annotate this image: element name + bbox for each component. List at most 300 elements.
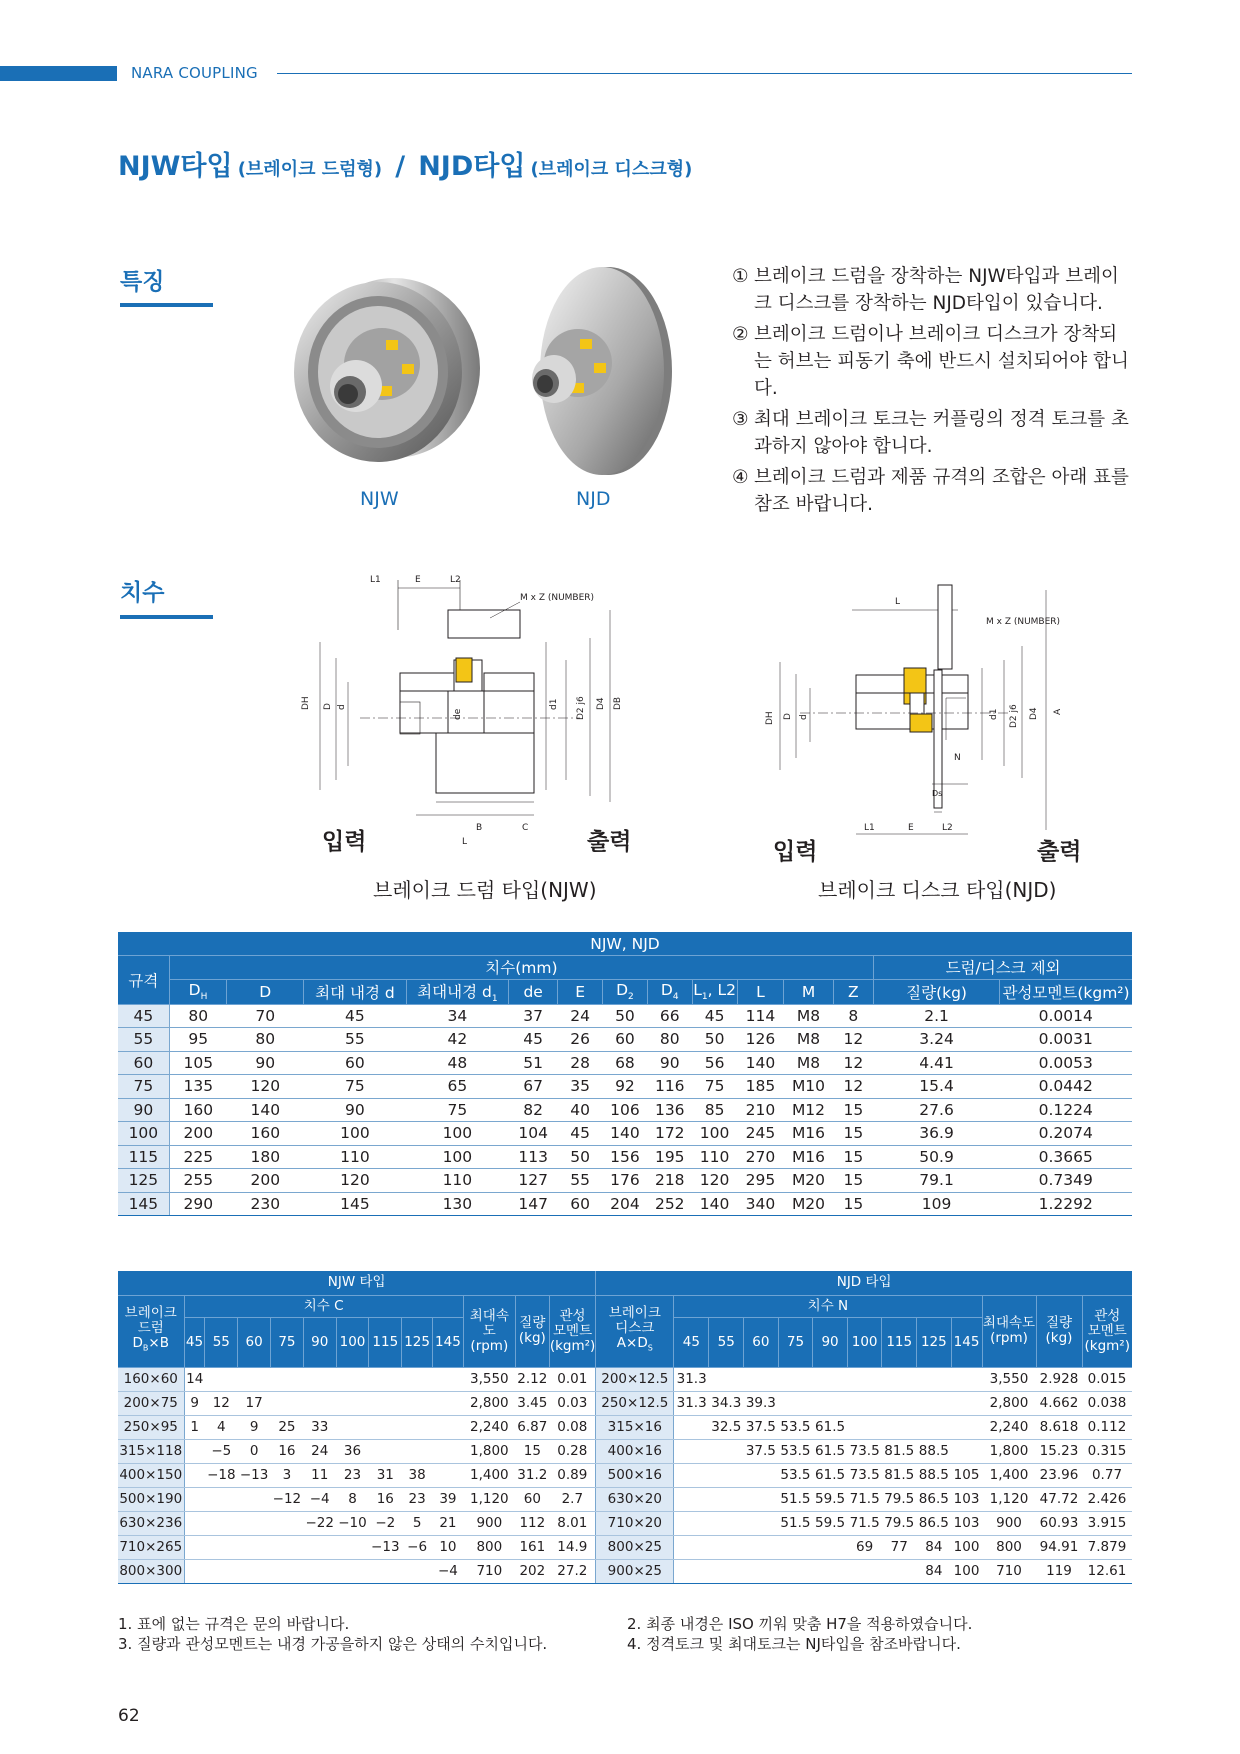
njd-size-header: 125 bbox=[917, 1317, 952, 1367]
dim-n-cell: 53.5 bbox=[778, 1415, 813, 1439]
table-row bbox=[118, 1511, 1132, 1535]
header-accent-bar bbox=[0, 66, 117, 81]
table-cell: 90 bbox=[227, 1051, 304, 1075]
table-row bbox=[118, 1098, 1132, 1122]
table-cell: 0.0031 bbox=[1000, 1028, 1132, 1052]
dim-n-cell bbox=[674, 1487, 709, 1511]
njd-label-a: A bbox=[1053, 708, 1063, 715]
mass-cell: 94.91 bbox=[1036, 1535, 1082, 1559]
mass-cell: 161 bbox=[515, 1535, 549, 1559]
table-cell: 100 bbox=[692, 1122, 737, 1146]
table-cell: 56 bbox=[692, 1051, 737, 1075]
dim-c-cell bbox=[184, 1559, 205, 1583]
njw-label-l1: L1 bbox=[370, 575, 381, 585]
dim-n-cell bbox=[709, 1511, 744, 1535]
dim-n-cell: 86.5 bbox=[917, 1511, 952, 1535]
dim-c-cell bbox=[271, 1391, 304, 1415]
dim-c-cell: 24 bbox=[303, 1439, 336, 1463]
table-cell: 145 bbox=[304, 1192, 406, 1216]
table-cell: 110 bbox=[304, 1145, 406, 1169]
dim-c-cell: 23 bbox=[336, 1463, 369, 1487]
dim-n-cell: 31.3 bbox=[674, 1367, 709, 1391]
dim-n-cell bbox=[951, 1367, 982, 1391]
dim-c-cell: 5 bbox=[402, 1511, 433, 1535]
table-row bbox=[118, 1192, 1132, 1216]
dim-n-cell: 88.5 bbox=[917, 1463, 952, 1487]
table-cell: 245 bbox=[737, 1122, 784, 1146]
table-cell: M10 bbox=[784, 1075, 833, 1099]
table-cell: 176 bbox=[603, 1169, 648, 1193]
speed-cell: 800 bbox=[982, 1535, 1036, 1559]
note-2: 2. 최종 내경은 ISO 끼워 맞춤 H7을 적용하였습니다. bbox=[627, 1615, 973, 1633]
njd-size-header: 90 bbox=[813, 1317, 848, 1367]
inertia-cell: 0.112 bbox=[1082, 1415, 1132, 1439]
inertia-label-1: 관성 bbox=[559, 1307, 586, 1324]
dim-c-cell bbox=[238, 1367, 271, 1391]
speed-cell: 2,800 bbox=[463, 1391, 515, 1415]
njw-size-header: 75 bbox=[271, 1317, 304, 1367]
feature-number: ① bbox=[732, 266, 749, 287]
table-cell: 80 bbox=[227, 1028, 304, 1052]
table-cell: 75 bbox=[692, 1075, 737, 1099]
dim-n-cell: 37.5 bbox=[744, 1415, 779, 1439]
table-cell: 210 bbox=[737, 1098, 784, 1122]
njd-inertia-header bbox=[1082, 1295, 1132, 1367]
speed-cell: 2,240 bbox=[982, 1415, 1036, 1439]
table-cell: 60 bbox=[558, 1192, 603, 1216]
dim-n-cell: 81.5 bbox=[882, 1439, 917, 1463]
table-row bbox=[118, 1075, 1132, 1099]
dim-c-cell: 38 bbox=[402, 1463, 433, 1487]
speed-cell: 2,800 bbox=[982, 1391, 1036, 1415]
speed-cell: 1,120 bbox=[463, 1487, 515, 1511]
speed-cell: 3,550 bbox=[982, 1367, 1036, 1391]
table1-col-header: Z bbox=[833, 979, 874, 1004]
table1-col-header: de bbox=[509, 979, 558, 1004]
dim-c-cell: 14 bbox=[184, 1367, 205, 1391]
dim-c-cell: −13 bbox=[238, 1463, 271, 1487]
table-cell: 110 bbox=[406, 1169, 508, 1193]
table-row bbox=[118, 1559, 1132, 1583]
drum-size-cell: 400×150 bbox=[118, 1463, 184, 1487]
inertia-cell: 27.2 bbox=[549, 1559, 595, 1583]
inertia-cell: 7.879 bbox=[1082, 1535, 1132, 1559]
table-cell: 4.41 bbox=[874, 1051, 1000, 1075]
table-cell: M20 bbox=[784, 1169, 833, 1193]
dim-n-cell bbox=[951, 1439, 982, 1463]
dim-n-cell: 61.5 bbox=[813, 1415, 848, 1439]
dim-c-cell: 23 bbox=[402, 1487, 433, 1511]
mass-label: 질량 bbox=[519, 1315, 546, 1331]
table-cell: 185 bbox=[737, 1075, 784, 1099]
feature-item bbox=[732, 406, 1132, 460]
dim-n-cell bbox=[674, 1463, 709, 1487]
table-cell: 120 bbox=[692, 1169, 737, 1193]
dim-n-cell: 37.5 bbox=[744, 1439, 779, 1463]
table-cell: 0.0014 bbox=[1000, 1004, 1132, 1028]
dim-c-cell: −22 bbox=[303, 1511, 336, 1535]
njw-drum-label-header bbox=[118, 1295, 184, 1367]
dim-n-cell bbox=[744, 1487, 779, 1511]
inertia-cell: 0.77 bbox=[1082, 1463, 1132, 1487]
table-cell: 106 bbox=[603, 1098, 648, 1122]
table1-col-header: 최대 내경 d bbox=[304, 979, 406, 1004]
table-row bbox=[118, 1415, 1132, 1439]
mass-cell: 31.2 bbox=[515, 1463, 549, 1487]
table-cell: 100 bbox=[406, 1122, 508, 1146]
table-cell: 230 bbox=[227, 1192, 304, 1216]
dim-c-cell bbox=[336, 1559, 369, 1583]
njd-size-header: 145 bbox=[951, 1317, 982, 1367]
table-cell: 180 bbox=[227, 1145, 304, 1169]
spec-cell: 45 bbox=[118, 1004, 169, 1028]
speed-label: 최대속도 bbox=[982, 1315, 1036, 1331]
dim-n-cell: 53.5 bbox=[778, 1439, 813, 1463]
table-cell: 126 bbox=[737, 1028, 784, 1052]
dim-n-cell: 81.5 bbox=[882, 1463, 917, 1487]
table-cell: 255 bbox=[169, 1169, 227, 1193]
njd-label-l: L bbox=[895, 597, 901, 607]
inertia-unit: (kgm²) bbox=[1084, 1337, 1130, 1354]
table-cell: 95 bbox=[169, 1028, 227, 1052]
mass-cell: 60.93 bbox=[1036, 1511, 1082, 1535]
dim-n-cell: 103 bbox=[951, 1487, 982, 1511]
dim-n-cell bbox=[847, 1391, 882, 1415]
njw-size-header: 55 bbox=[205, 1317, 238, 1367]
table-cell: 80 bbox=[647, 1028, 692, 1052]
njd-disk-label-2: 디스크 bbox=[615, 1320, 655, 1337]
title-njw: NJW타입 bbox=[118, 151, 233, 182]
note-1: 1. 표에 없는 규격은 문의 바랍니다. bbox=[118, 1615, 350, 1633]
footnotes bbox=[118, 1614, 1132, 1654]
table-cell: 90 bbox=[304, 1098, 406, 1122]
dim-c-cell: −5 bbox=[205, 1439, 238, 1463]
dim-n-cell bbox=[744, 1535, 779, 1559]
dim-c-cell bbox=[402, 1559, 433, 1583]
table-cell: 12 bbox=[833, 1075, 874, 1099]
table-cell: 100 bbox=[304, 1122, 406, 1146]
inertia-label-2: 모멘트 bbox=[553, 1322, 593, 1339]
dim-n-cell bbox=[778, 1535, 813, 1559]
dim-c-cell: 16 bbox=[369, 1487, 402, 1511]
njw-inertia-header bbox=[549, 1295, 595, 1367]
table-cell: 127 bbox=[509, 1169, 558, 1193]
spec-cell: 60 bbox=[118, 1051, 169, 1075]
dim-n-cell bbox=[709, 1487, 744, 1511]
dim-n-cell bbox=[778, 1367, 813, 1391]
table-cell: 15 bbox=[833, 1192, 874, 1216]
table-cell: 104 bbox=[509, 1122, 558, 1146]
dim-c-cell: 16 bbox=[271, 1439, 304, 1463]
table-cell: 85 bbox=[692, 1098, 737, 1122]
mass-unit: (kg) bbox=[518, 1330, 546, 1346]
table1-excl-header: 드럼/디스크 제외 bbox=[874, 956, 1132, 980]
dim-c-cell bbox=[433, 1391, 464, 1415]
dim-c-cell: −4 bbox=[303, 1487, 336, 1511]
table-cell: 8 bbox=[833, 1004, 874, 1028]
dim-c-cell: 1 bbox=[184, 1415, 205, 1439]
table-cell: 12 bbox=[833, 1028, 874, 1052]
table-cell: 50 bbox=[603, 1004, 648, 1028]
inertia-cell: 2.7 bbox=[549, 1487, 595, 1511]
table1-col-header: L bbox=[737, 979, 784, 1004]
dim-n-cell bbox=[951, 1415, 982, 1439]
inertia-unit: (kgm²) bbox=[549, 1337, 596, 1354]
njw-label-l2: L2 bbox=[450, 575, 461, 585]
dim-n-cell bbox=[709, 1463, 744, 1487]
dim-c-cell: 0 bbox=[238, 1439, 271, 1463]
dim-c-cell: 33 bbox=[303, 1415, 336, 1439]
table-cell: 140 bbox=[692, 1192, 737, 1216]
njw-size-header: 125 bbox=[402, 1317, 433, 1367]
dim-c-cell: 8 bbox=[336, 1487, 369, 1511]
table-row bbox=[118, 1028, 1132, 1052]
mass-cell: 2.928 bbox=[1036, 1367, 1082, 1391]
njd-label-d2: D2 j6 bbox=[1009, 704, 1019, 728]
dim-c-cell bbox=[433, 1415, 464, 1439]
njw-size-header: 60 bbox=[238, 1317, 271, 1367]
table1-col-header: $D_2$ bbox=[603, 979, 648, 1004]
njd-size-header: 115 bbox=[882, 1317, 917, 1367]
dim-c-cell bbox=[433, 1463, 464, 1487]
table-cell: 37 bbox=[509, 1004, 558, 1028]
title-njd-sub: (브레이크 디스크형) bbox=[530, 159, 693, 180]
dim-c-cell: 21 bbox=[433, 1511, 464, 1535]
page-title bbox=[118, 144, 692, 183]
njd-label-e: E bbox=[908, 823, 914, 833]
dim-c-cell: −2 bbox=[369, 1511, 402, 1535]
feature-text: 브레이크 드럼을 장착하는 NJW타입과 브레이크 디스크를 장착하는 NJD타입이 있습니다. bbox=[754, 266, 1119, 314]
speed-cell: 900 bbox=[463, 1511, 515, 1535]
dim-n-cell bbox=[882, 1391, 917, 1415]
speed-cell: 900 bbox=[982, 1511, 1036, 1535]
njw-input-label: 입력 bbox=[322, 829, 367, 855]
inertia-cell: 2.426 bbox=[1082, 1487, 1132, 1511]
njw-dim-c-header: 치수 C bbox=[184, 1295, 463, 1317]
inertia-cell: 0.038 bbox=[1082, 1391, 1132, 1415]
table-cell: 67 bbox=[509, 1075, 558, 1099]
dim-n-cell: 39.3 bbox=[744, 1391, 779, 1415]
dim-c-cell: −13 bbox=[369, 1535, 402, 1559]
table-cell: 51 bbox=[509, 1051, 558, 1075]
dim-n-cell bbox=[917, 1415, 952, 1439]
dim-c-cell bbox=[369, 1415, 402, 1439]
njd-size-header: 100 bbox=[847, 1317, 882, 1367]
table-cell: 195 bbox=[647, 1145, 692, 1169]
njw-drum-label-1: 브레이크 bbox=[124, 1305, 177, 1322]
dim-c-cell bbox=[303, 1391, 336, 1415]
table-row bbox=[118, 1169, 1132, 1193]
features-list bbox=[732, 263, 1132, 522]
dim-c-cell: 39 bbox=[433, 1487, 464, 1511]
table-cell: 70 bbox=[227, 1004, 304, 1028]
njd-disk-label-header bbox=[596, 1295, 674, 1367]
dim-n-cell bbox=[951, 1391, 982, 1415]
table-cell: 75 bbox=[406, 1098, 508, 1122]
dim-n-cell bbox=[674, 1415, 709, 1439]
dim-n-cell: 84 bbox=[917, 1535, 952, 1559]
table-cell: 50 bbox=[558, 1145, 603, 1169]
dim-c-cell bbox=[238, 1487, 271, 1511]
njw-type-title: NJW 타입 bbox=[118, 1271, 596, 1295]
njd-label-d4: D4 bbox=[1029, 707, 1039, 720]
dim-c-cell bbox=[205, 1487, 238, 1511]
table-cell: 15 bbox=[833, 1122, 874, 1146]
dim-n-cell: 51.5 bbox=[778, 1511, 813, 1535]
mass-cell: 112 bbox=[515, 1511, 549, 1535]
table-cell: 42 bbox=[406, 1028, 508, 1052]
drum-size-cell: 250×95 bbox=[118, 1415, 184, 1439]
table-cell: 130 bbox=[406, 1192, 508, 1216]
dim-c-cell: −10 bbox=[336, 1511, 369, 1535]
dim-c-cell bbox=[369, 1559, 402, 1583]
dim-c-cell: 36 bbox=[336, 1439, 369, 1463]
dim-n-cell bbox=[813, 1535, 848, 1559]
dim-c-cell: 9 bbox=[184, 1391, 205, 1415]
brake-combination-table bbox=[118, 1271, 1132, 1584]
dim-c-cell bbox=[238, 1511, 271, 1535]
dim-c-cell bbox=[238, 1535, 271, 1559]
feature-item bbox=[732, 321, 1132, 402]
disk-size-cell: 250×12.5 bbox=[596, 1391, 674, 1415]
spec-cell: 125 bbox=[118, 1169, 169, 1193]
disk-size-cell: 500×16 bbox=[596, 1463, 674, 1487]
mass-cell: 3.45 bbox=[515, 1391, 549, 1415]
dim-c-cell: 9 bbox=[238, 1415, 271, 1439]
table-cell: 0.3665 bbox=[1000, 1145, 1132, 1169]
page-number: 62 bbox=[118, 1706, 140, 1726]
dim-c-cell bbox=[402, 1415, 433, 1439]
mass-cell: 2.12 bbox=[515, 1367, 549, 1391]
table-cell: 50.9 bbox=[874, 1145, 1000, 1169]
njw-label-d: d bbox=[337, 704, 347, 710]
mass-cell: 119 bbox=[1036, 1559, 1082, 1583]
njw-size-header: 100 bbox=[336, 1317, 369, 1367]
njw-drawing bbox=[300, 570, 660, 850]
table-cell: 28 bbox=[558, 1051, 603, 1075]
njd-drawing bbox=[760, 580, 1100, 860]
dim-c-cell: −18 bbox=[205, 1463, 238, 1487]
table-cell: 200 bbox=[169, 1122, 227, 1146]
table-cell: 82 bbox=[509, 1098, 558, 1122]
speed-cell: 710 bbox=[463, 1559, 515, 1583]
njd-label-d1: d1 bbox=[989, 708, 999, 720]
mass-cell: 15 bbox=[515, 1439, 549, 1463]
njd-size-header: 60 bbox=[744, 1317, 779, 1367]
feature-text: 브레이크 드럼이나 브레이크 디스크가 장착되는 허브는 피동기 축에 반드시 설치되어야 합니다. bbox=[754, 324, 1129, 399]
table-cell: 3.24 bbox=[874, 1028, 1000, 1052]
feature-item bbox=[732, 263, 1132, 317]
dim-c-cell: 10 bbox=[433, 1535, 464, 1559]
speed-unit: (rpm) bbox=[990, 1330, 1028, 1346]
dim-n-cell: 51.5 bbox=[778, 1487, 813, 1511]
feature-number: ④ bbox=[732, 467, 749, 488]
speed-cell: 800 bbox=[463, 1535, 515, 1559]
dim-n-cell: 61.5 bbox=[813, 1439, 848, 1463]
dim-n-cell: 103 bbox=[951, 1511, 982, 1535]
table-cell: 116 bbox=[647, 1075, 692, 1099]
table-cell: 15.4 bbox=[874, 1075, 1000, 1099]
njd-label-dh: DH bbox=[765, 711, 775, 725]
dim-n-cell: 69 bbox=[847, 1535, 882, 1559]
feature-item bbox=[732, 464, 1132, 518]
table-row bbox=[118, 1463, 1132, 1487]
table-cell: 140 bbox=[737, 1051, 784, 1075]
table-cell: 110 bbox=[692, 1145, 737, 1169]
dimensions-table bbox=[118, 932, 1132, 1216]
table-row bbox=[118, 1439, 1132, 1463]
table-cell: 48 bbox=[406, 1051, 508, 1075]
table-cell: 34 bbox=[406, 1004, 508, 1028]
inertia-cell: 8.01 bbox=[549, 1511, 595, 1535]
dim-c-cell: 3 bbox=[271, 1463, 304, 1487]
table-cell: 340 bbox=[737, 1192, 784, 1216]
table-cell: 0.7349 bbox=[1000, 1169, 1132, 1193]
table-cell: 135 bbox=[169, 1075, 227, 1099]
dim-c-cell bbox=[303, 1559, 336, 1583]
table-cell: 45 bbox=[692, 1004, 737, 1028]
njd-label-d: d bbox=[799, 714, 809, 720]
table-cell: 0.0053 bbox=[1000, 1051, 1132, 1075]
spec-cell: 100 bbox=[118, 1122, 169, 1146]
dim-c-cell bbox=[205, 1559, 238, 1583]
table-cell: 79.1 bbox=[874, 1169, 1000, 1193]
dim-c-cell bbox=[303, 1535, 336, 1559]
speed-cell: 1,800 bbox=[982, 1439, 1036, 1463]
dim-c-cell: 12 bbox=[205, 1391, 238, 1415]
speed-cell: 3,550 bbox=[463, 1367, 515, 1391]
table1-spec-header: 규격 bbox=[118, 956, 169, 1005]
dim-c-cell: 31 bbox=[369, 1463, 402, 1487]
dim-n-cell: 34.3 bbox=[709, 1391, 744, 1415]
table-cell: 60 bbox=[304, 1051, 406, 1075]
table-row bbox=[118, 1004, 1132, 1028]
njw-drawing-caption: 브레이크 드럼 타입(NJW) bbox=[373, 878, 597, 902]
njw-size-header: 145 bbox=[433, 1317, 464, 1367]
njd-input-label: 입력 bbox=[773, 839, 818, 865]
dim-n-cell: 73.5 bbox=[847, 1463, 882, 1487]
table-cell: 114 bbox=[737, 1004, 784, 1028]
njw-label-d-cap: D bbox=[323, 703, 333, 710]
table-row bbox=[118, 1535, 1132, 1559]
njd-dim-n-header: 치수 N bbox=[674, 1295, 982, 1317]
dim-c-cell bbox=[184, 1535, 205, 1559]
dim-c-cell bbox=[184, 1511, 205, 1535]
table-cell: M20 bbox=[784, 1192, 833, 1216]
inertia-cell: 0.315 bbox=[1082, 1439, 1132, 1463]
inertia-cell: 0.08 bbox=[549, 1415, 595, 1439]
inertia-cell: 0.89 bbox=[549, 1463, 595, 1487]
dim-c-cell: −4 bbox=[433, 1559, 464, 1583]
dim-n-cell bbox=[744, 1463, 779, 1487]
inertia-cell: 14.9 bbox=[549, 1535, 595, 1559]
dim-c-cell bbox=[205, 1367, 238, 1391]
mass-label: 질량 bbox=[1045, 1315, 1073, 1331]
dim-c-cell bbox=[336, 1415, 369, 1439]
njw-mass-header bbox=[515, 1295, 549, 1367]
inertia-cell: 0.03 bbox=[549, 1391, 595, 1415]
features-underline bbox=[120, 303, 213, 307]
speed-label: 최대속도 bbox=[469, 1307, 509, 1339]
dim-c-cell: 17 bbox=[238, 1391, 271, 1415]
dim-c-cell bbox=[184, 1439, 205, 1463]
header-rule bbox=[277, 73, 1132, 74]
table-cell: 0.2074 bbox=[1000, 1122, 1132, 1146]
table-cell: 120 bbox=[304, 1169, 406, 1193]
dim-n-cell: 71.5 bbox=[847, 1487, 882, 1511]
dim-n-cell: 79.5 bbox=[882, 1511, 917, 1535]
table-cell: 66 bbox=[647, 1004, 692, 1028]
